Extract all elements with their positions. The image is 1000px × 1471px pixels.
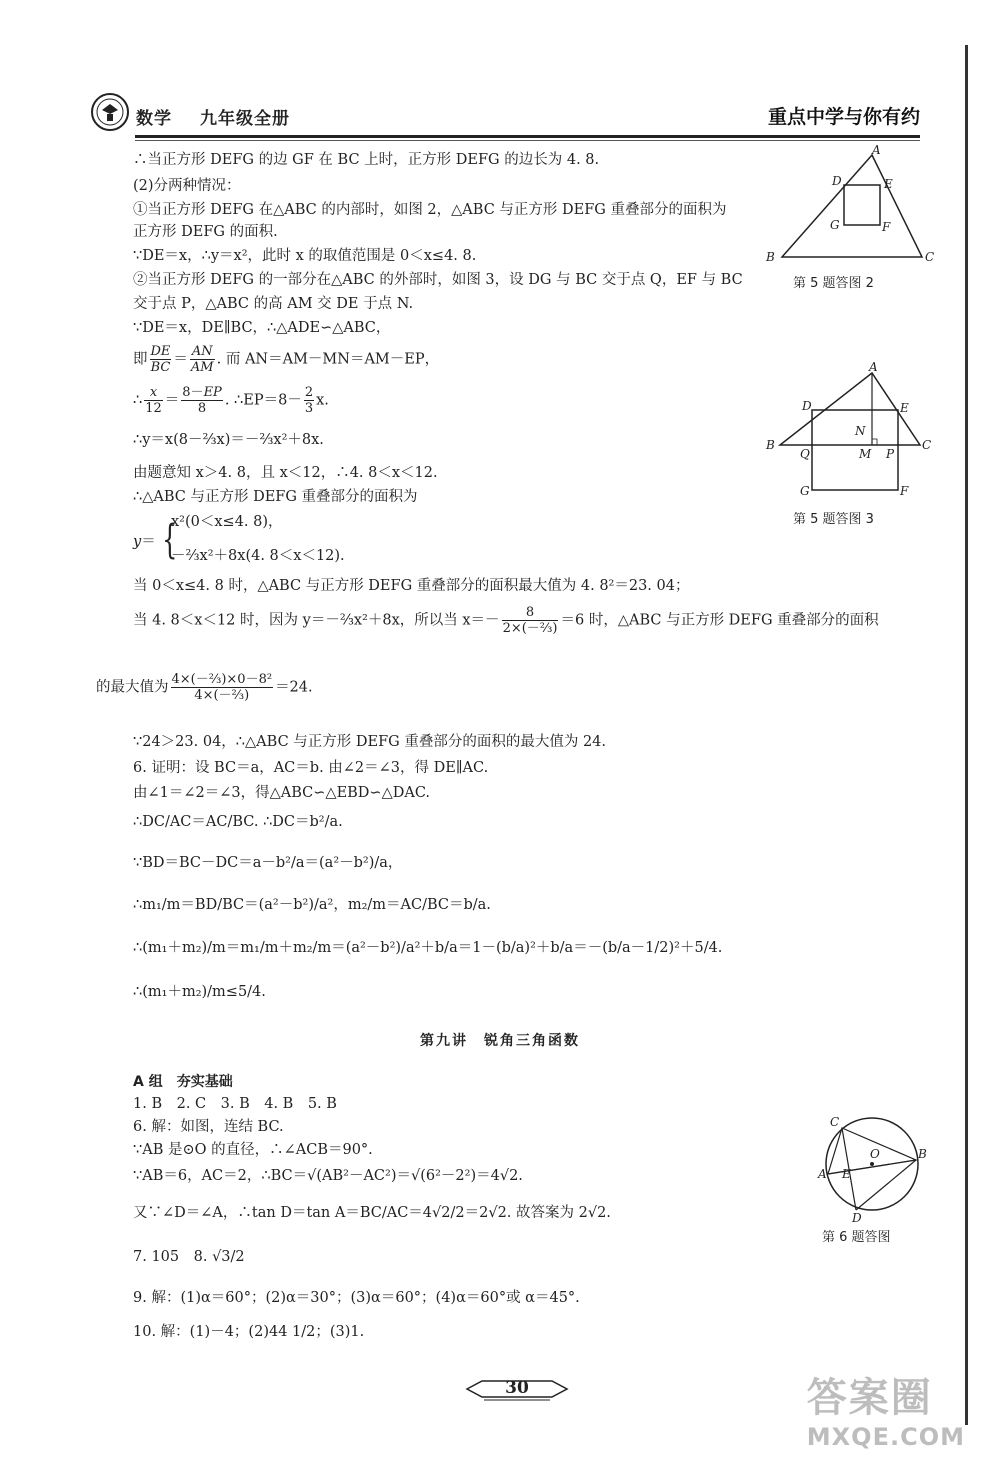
label-n: N <box>855 424 866 438</box>
text-line: ∴y＝x(8－⅔x)＝－⅔x²＋8x. <box>133 432 324 448</box>
label-g: G <box>800 484 810 498</box>
text-fragment: ＝24. <box>275 679 313 696</box>
figure-caption: 第 6 题答图 <box>822 1230 891 1245</box>
text-line: ②当正方形 DEFG 的一部分在△ABC 的外部时，如图 3，设 DG 与 BC 交于点 Q，EF 与 BC <box>133 272 743 288</box>
answer-line: 9. 解：(1)α＝60°；(2)α＝30°；(3)α＝60°；(4)α＝60°或 α＝45°. <box>133 1290 580 1306</box>
label-c: C <box>830 1115 840 1129</box>
header-grade: 九年级全册 <box>200 109 290 129</box>
text-line-vertex <box>133 605 879 636</box>
text-line: 由∠1＝∠2＝∠3，得△ABC∽△EBD∽△DAC. <box>133 785 431 801</box>
header-brand: 重点中学与你有约 <box>767 106 920 128</box>
label-a: A <box>818 1167 827 1181</box>
text-line: 交于点 P，△ABC 的高 AM 交 DE 于点 N. <box>133 296 414 312</box>
fraction: $\frac{8}{\text{2×(－⅔)}}$ <box>502 605 558 636</box>
answer-line: 6. 解：如图，连结 BC. <box>133 1119 284 1135</box>
text-line: ∴m₁/m＝BD/BC＝(a²－b²)/a²，m₂/m＝AC/BC＝b/a. <box>133 897 491 913</box>
text-line: ∵DE＝x，∴y＝x²，此时 x 的取值范围是 0＜x≤4. 8. <box>133 248 477 264</box>
text-line: ∴△ABC 与正方形 DEFG 重叠部分的面积为 <box>133 489 418 505</box>
text-fragment: . 而 AN＝AM－MN＝AM－EP， <box>216 351 440 368</box>
page-number-box <box>462 1376 572 1402</box>
fraction: $\frac{AN}{AM}$ <box>190 344 214 375</box>
header-rule <box>135 135 920 138</box>
answer-line: ∵AB＝6，AC＝2，∴BC＝√(AB²－AC²)＝√(6²－2²)＝4√2. <box>133 1168 523 1184</box>
label-m: M <box>859 447 872 461</box>
text-fragment: 的最大值为 <box>96 679 169 696</box>
fraction: $\frac{8-EP}{8}$ <box>182 385 222 416</box>
figure-5-2 <box>762 143 935 270</box>
label-d: D <box>832 174 842 188</box>
text-line: ∵DE＝x，DE∥BC，∴△ADE∽△ABC， <box>133 320 391 336</box>
label-e: E <box>842 1167 851 1181</box>
figure-caption: 第 5 题答图 2 <box>793 276 874 291</box>
label-b: B <box>918 1147 927 1161</box>
text-line-max <box>96 672 313 703</box>
label-f: F <box>882 220 891 234</box>
text-line: (2)分两种情况： <box>133 178 241 194</box>
text-fragment: 即 <box>133 351 148 368</box>
label-q: Q <box>800 447 810 461</box>
page-header <box>90 92 920 136</box>
text-line: 6. 证明：设 BC＝a，AC＝b. 由∠2＝∠3，得 DE∥AC. <box>133 760 489 776</box>
text-fragment: . ∴EP＝8－ <box>224 392 302 409</box>
text-fragment: 当 4. 8＜x＜12 时，因为 y＝－⅔x²＋8x，所以当 x＝－ <box>133 612 500 629</box>
answer-line: 10. 解：(1)－4；(2)44 1/2；(3)1. <box>133 1324 365 1340</box>
piecewise-case-2: －⅔x²＋8x(4. 8＜x＜12). <box>171 548 345 564</box>
label-p: P <box>886 447 895 461</box>
text-line: ∴DC/AC＝AC/BC. ∴DC＝b²/a. <box>133 814 343 830</box>
fraction: $\frac{x}{12}$ <box>145 385 162 416</box>
answer-line: ∵AB 是⊙O 的直径，∴∠ACB＝90°. <box>133 1142 373 1158</box>
text-line: ①当正方形 DEFG 在△ABC 的内部时，如图 2，△ABC 与正方形 DEFG 重叠部分的面积为 <box>133 202 727 218</box>
watermark <box>807 1366 965 1451</box>
label-b: B <box>766 438 775 452</box>
figure-5-3 <box>762 360 932 505</box>
text-fragment: ＝6 时，△ABC 与正方形 DEFG 重叠部分的面积 <box>560 612 879 629</box>
school-logo-icon <box>90 92 130 132</box>
answer-line: 又∵∠D＝∠A，∴tan D＝tan A＝BC/AC＝4√2/2＝2√2. 故答案为 2√2. <box>133 1205 611 1221</box>
label-e: E <box>884 177 893 191</box>
text-line: ∴当正方形 DEFG 的边 GF 在 BC 上时，正方形 DEFG 的边长为 4. 8. <box>133 152 600 168</box>
text-line: 当 0＜x≤4. 8 时，△ABC 与正方形 DEFG 重叠部分的面积最大值为 4. 8²＝23. 04； <box>133 578 690 594</box>
label-d: D <box>802 399 812 413</box>
text-line: 由题意知 x＞4. 8，且 x＜12，∴4. 8＜x＜12. <box>133 465 438 481</box>
header-rule-thin <box>135 140 920 141</box>
piecewise-case-1: x²(0＜x≤4. 8)， <box>171 514 283 530</box>
binding-line <box>965 45 968 1425</box>
figure-caption: 第 5 题答图 3 <box>793 512 874 527</box>
text-line: ∵24＞23. 04，∴△ABC 与正方形 DEFG 重叠部分的面积的最大值为 24. <box>133 734 607 750</box>
section-title: 第九讲 锐角三角函数 <box>420 1033 580 1049</box>
watermark-sub: MXQE.COM <box>806 1423 965 1451</box>
answer-line: 7. 105 8. √3/2 <box>133 1249 245 1265</box>
header-subject: 数学 <box>136 109 172 129</box>
label-b: B <box>766 250 775 264</box>
text-line: ∴(m₁＋m₂)/m≤5/4. <box>133 984 266 1000</box>
text-fragment: x. <box>316 392 329 409</box>
figure-6 <box>812 1112 932 1224</box>
text-line-ratio: 即 $\frac{DE}{BC}$ ＝ $\frac{AN}{AM}$ . 而 AN＝AM－MN＝AM－EP， <box>133 344 440 375</box>
watermark-main: 答案圈 <box>806 1375 933 1421</box>
label-a: A <box>869 360 878 374</box>
label-c: C <box>925 250 935 264</box>
label-c: C <box>922 438 932 452</box>
text-line-ep: ∴ $\frac{x}{12}$ ＝ $\frac{8-EP}{8}$ . ∴EP＝8－ $\frac{2}{3}$ x. <box>133 385 329 416</box>
text-line: ∴(m₁＋m₂)/m＝m₁/m＋m₂/m＝(a²－b²)/a²＋b/a＝1－(b/a)²＋b/a＝－(b/a－1/2)²＋5/4. <box>133 940 723 956</box>
text-line: ∵BD＝BC－DC＝a－b²/a＝(a²－b²)/a， <box>133 855 403 871</box>
label-o: O <box>870 1147 880 1161</box>
label-g: G <box>830 218 840 232</box>
page-number: 30 <box>505 1378 529 1398</box>
label-f: F <box>900 484 909 498</box>
label-e: E <box>900 401 909 415</box>
answer-line: 1. B 2. C 3. B 4. B 5. B <box>133 1096 337 1112</box>
label-d: D <box>852 1211 862 1225</box>
fraction: $\frac{\text{4×(－⅔)×0－8²}}{\text{4×(－⅔)}}$ <box>171 672 273 703</box>
fraction: $\frac{2}{3}$ <box>304 385 314 416</box>
text-fragment: ∴ <box>133 392 143 409</box>
fraction: $\frac{DE}{BC}$ <box>150 344 171 375</box>
text-line: 正方形 DEFG 的面积. <box>133 224 278 240</box>
label-a: A <box>872 143 881 157</box>
group-heading: A 组 夯实基础 <box>133 1074 233 1090</box>
